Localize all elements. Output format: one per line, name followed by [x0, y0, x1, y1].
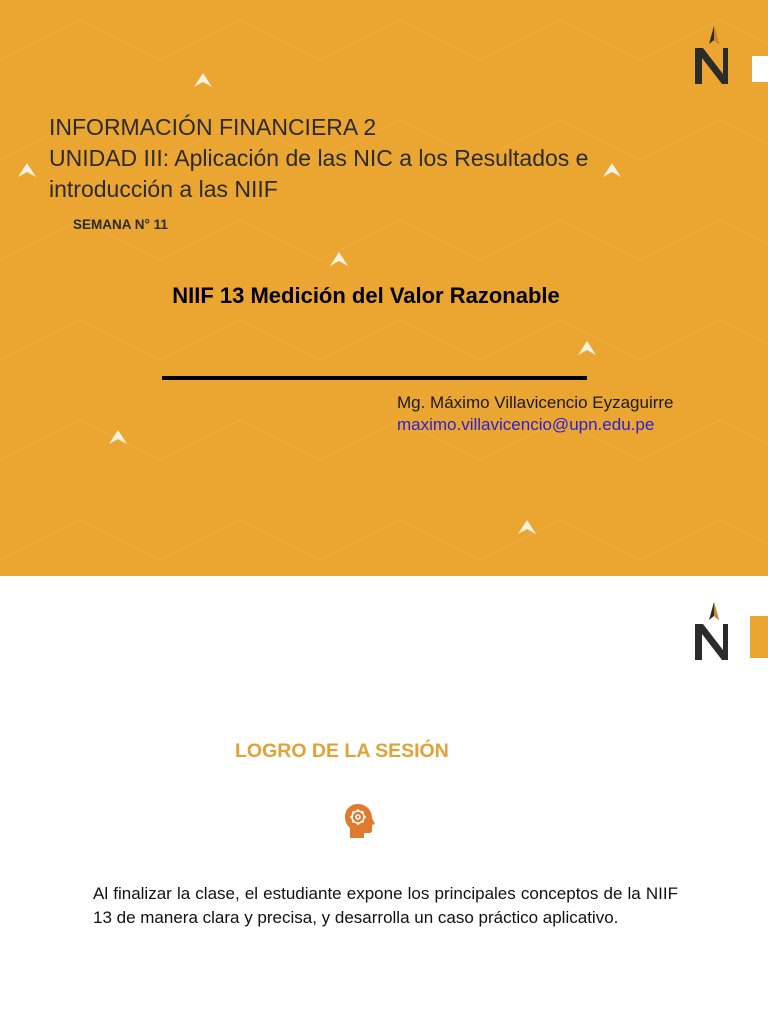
arrow-up-icon — [518, 520, 536, 534]
university-logo-icon — [690, 600, 736, 662]
week-label: SEMANA N° 11 — [73, 217, 168, 232]
session-objective-text: Al finalizar la clase, el estudiante expone los principales conceptos de la NIIF 13 de manera clara y precisa, y desarrolla un caso práctico aplicativo. — [93, 884, 678, 927]
arrow-up-icon — [109, 430, 127, 444]
author-email[interactable]: maximo.villavicencio@upn.edu.pe — [397, 415, 655, 434]
section-title: LOGRO DE LA SESIÓN — [235, 740, 449, 762]
author-name: Mg. Máximo Villavicencio Eyzaguirre — [397, 393, 674, 412]
arrow-up-icon — [578, 341, 596, 355]
university-logo-icon — [690, 24, 736, 86]
unit-line-2: introducción a las NIIF — [49, 176, 278, 202]
arrow-up-icon — [18, 163, 36, 177]
title-divider — [162, 376, 587, 380]
slide-tab — [750, 616, 768, 658]
unit-line-1: UNIDAD III: Aplicación de las NIC a los Resultados e — [49, 145, 589, 171]
arrow-up-icon — [194, 73, 212, 87]
slide-tab — [752, 56, 768, 82]
topic-title: NIIF 13 Medición del Valor Razonable — [172, 283, 560, 308]
brain-head-icon — [344, 803, 376, 839]
arrow-up-icon — [330, 252, 348, 266]
course-heading — [49, 112, 729, 205]
course-title: INFORMACIÓN FINANCIERA 2 — [49, 114, 377, 140]
